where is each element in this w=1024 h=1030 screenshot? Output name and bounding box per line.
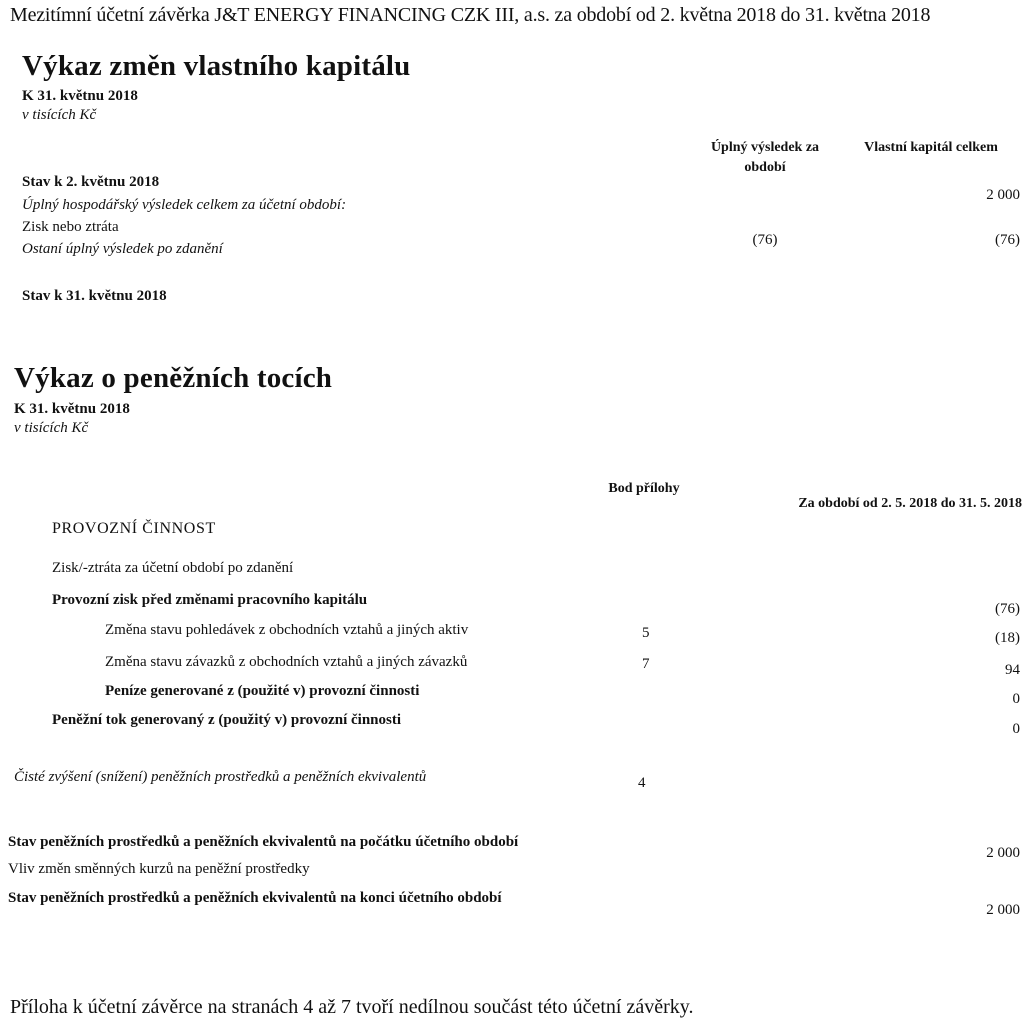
cashflow-section-operating: PROVOZNÍ ČINNOST: [52, 520, 216, 537]
equity-col-total-equity: Vlastní kapitál celkem: [864, 140, 998, 155]
equity-statement-units: v tisících Kč: [22, 107, 97, 123]
equity-row-label: Zisk nebo ztráta: [22, 219, 119, 235]
cashflow-row-label: Zisk/-ztráta za účetní období po zdanění: [52, 560, 294, 576]
cashflow-row-value: 2 000: [986, 902, 1020, 918]
document-header: Mezitímní účetní závěrka J&T ENERGY FINANCING CZK III, a.s. za období od 2. května 2018 do 31. května 2018: [10, 4, 931, 26]
equity-statement-date: K 31. květnu 2018: [22, 88, 138, 104]
cashflow-statement-date: K 31. květnu 2018: [14, 401, 130, 417]
cashflow-row-value: (76): [995, 601, 1020, 617]
cashflow-row-label: Čisté zvýšení (snížení) peněžních prostředků a peněžních ekvivalentů: [14, 769, 427, 785]
cashflow-row-value: 94: [1005, 662, 1020, 678]
equity-row-result: (76): [752, 232, 778, 248]
cashflow-row-note: 7: [642, 656, 650, 672]
cashflow-row-value: 0: [1012, 691, 1020, 707]
cashflow-row-note: 4: [638, 775, 646, 791]
cashflow-row-value: 2 000: [986, 845, 1020, 861]
equity-row-label: Úplný hospodářský výsledek celkem za účetní období:: [22, 197, 347, 213]
cashflow-row-value: 0: [1012, 721, 1020, 737]
cashflow-row-label: Peněžní tok generovaný z (použitý v) provozní činnosti: [52, 712, 402, 728]
equity-statement-title: Výkaz změn vlastního kapitálu: [22, 50, 411, 82]
equity-row-total: (76): [995, 232, 1020, 248]
cashflow-col-period: Za období od 2. 5. 2018 do 31. 5. 2018: [798, 496, 1022, 511]
cashflow-row-note: 5: [642, 625, 650, 641]
cashflow-row-label: Změna stavu závazků z obchodních vztahů a jiných závazků: [105, 654, 468, 670]
cashflow-statement-title: Výkaz o peněžních tocích: [14, 362, 333, 394]
cashflow-row-label: Provozní zisk před změnami pracovního kapitálu: [52, 592, 368, 608]
cashflow-row-label: Peníze generované z (použité v) provozní činnosti: [105, 683, 420, 699]
cashflow-row-label: Stav peněžních prostředků a peněžních ekvivalentů na konci účetního období: [8, 890, 502, 906]
equity-row-label: Stav k 2. květnu 2018: [22, 174, 160, 190]
equity-row-label: Ostaní úplný výsledek po zdanění: [22, 241, 223, 257]
cashflow-row-label: Stav peněžních prostředků a peněžních ekvivalentů na počátku účetního období: [8, 834, 519, 850]
equity-col-total-result: Úplný výsledek za období: [710, 140, 820, 175]
equity-row-total: 2 000: [986, 187, 1020, 203]
equity-row-label: Stav k 31. květnu 2018: [22, 288, 167, 304]
cashflow-statement-units: v tisících Kč: [14, 420, 89, 436]
document-footer-note: Příloha k účetní závěrce na stranách 4 až 7 tvoří nedílnou součást této účetní závěrky.: [10, 996, 694, 1018]
cashflow-row-label: Změna stavu pohledávek z obchodních vztahů a jiných aktiv: [105, 622, 469, 638]
cashflow-col-note: Bod přílohy: [608, 481, 680, 496]
cashflow-row-value: (18): [995, 630, 1020, 646]
cashflow-row-label: Vliv změn směnných kurzů na peněžní prostředky: [8, 861, 310, 877]
